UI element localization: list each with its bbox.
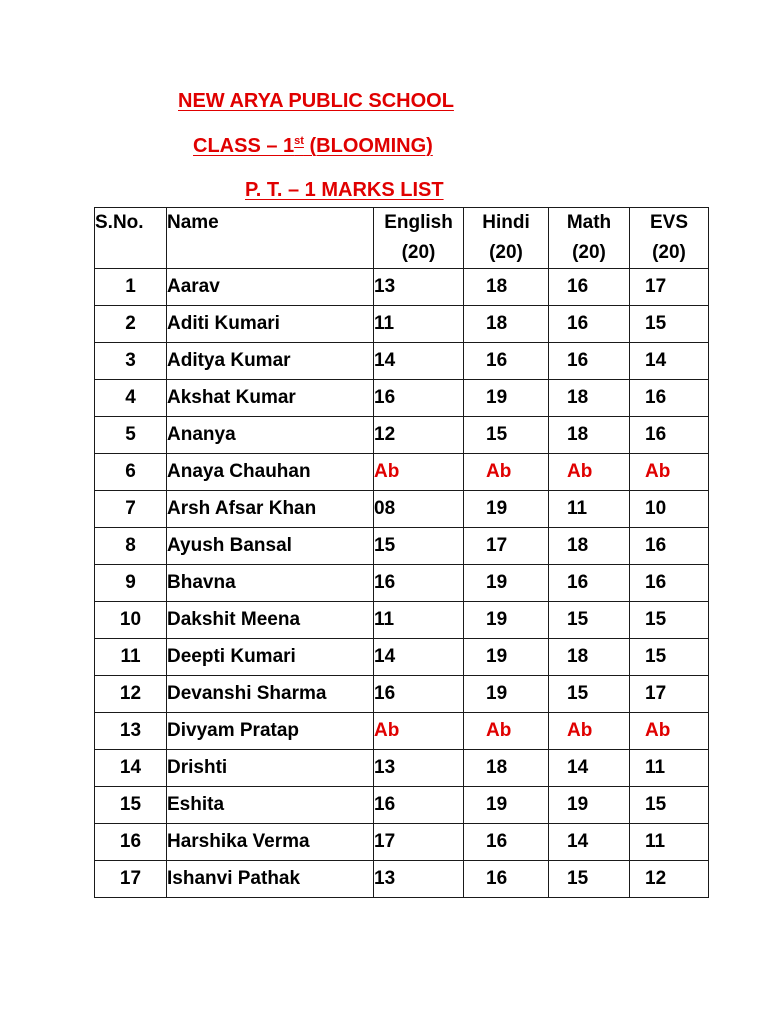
- column-header-max-marks: (20): [572, 242, 606, 263]
- cell-evs: 11: [630, 824, 709, 861]
- cell-english: 16: [374, 380, 464, 417]
- cell-math: 15: [549, 861, 630, 898]
- column-header-label: English: [384, 212, 453, 233]
- cell-evs: 16: [630, 417, 709, 454]
- cell-hindi: 17: [464, 528, 549, 565]
- column-header-max-marks: (20): [401, 242, 436, 263]
- cell-evs: Ab: [630, 713, 709, 750]
- cell-sno: 10: [95, 602, 167, 639]
- cell-evs: 16: [630, 528, 709, 565]
- cell-math: 16: [549, 565, 630, 602]
- table-row: [95, 713, 709, 750]
- cell-math: 18: [549, 528, 630, 565]
- cell-hindi: 19: [464, 676, 549, 713]
- cell-name: Ayush Bansal: [167, 528, 374, 565]
- cell-english: 13: [374, 750, 464, 787]
- cell-english: 14: [374, 639, 464, 676]
- cell-name: Aditi Kumari: [167, 306, 374, 343]
- column-header-hindi: [464, 208, 549, 269]
- cell-name: Harshika Verma: [167, 824, 374, 861]
- cell-math: 18: [549, 380, 630, 417]
- cell-name: Ananya: [167, 417, 374, 454]
- column-header-math: [549, 208, 630, 269]
- cell-sno: 15: [95, 787, 167, 824]
- cell-math: Ab: [549, 713, 630, 750]
- column-header-name: [167, 208, 374, 269]
- column-header-label: EVS: [649, 212, 689, 233]
- cell-name: Aditya Kumar: [167, 343, 374, 380]
- table-row: [95, 343, 709, 380]
- marks-table: [94, 207, 709, 898]
- table-row: [95, 750, 709, 787]
- cell-evs: 15: [630, 306, 709, 343]
- cell-sno: 8: [95, 528, 167, 565]
- column-header-label: Math: [566, 212, 612, 233]
- class-suffix: (BLOOMING): [303, 135, 433, 157]
- cell-name: Drishti: [167, 750, 374, 787]
- cell-math: 16: [549, 306, 630, 343]
- cell-hindi: 19: [464, 565, 549, 602]
- cell-math: 15: [549, 676, 630, 713]
- cell-name: Bhavna: [167, 565, 374, 602]
- cell-english: 08: [374, 491, 464, 528]
- cell-hindi: 19: [464, 602, 549, 639]
- cell-english: 16: [374, 676, 464, 713]
- cell-evs: 16: [630, 565, 709, 602]
- column-header-max-marks: (20): [652, 242, 686, 263]
- table-row: [95, 269, 709, 306]
- cell-sno: 14: [95, 750, 167, 787]
- class-prefix: CLASS – 1: [193, 135, 295, 157]
- cell-math: 14: [549, 824, 630, 861]
- cell-sno: 6: [95, 454, 167, 491]
- cell-english: 11: [374, 602, 464, 639]
- cell-sno: 13: [95, 713, 167, 750]
- cell-hindi: 16: [464, 824, 549, 861]
- cell-english: 13: [374, 269, 464, 306]
- cell-sno: 3: [95, 343, 167, 380]
- cell-sno: 12: [95, 676, 167, 713]
- cell-sno: 17: [95, 861, 167, 898]
- cell-evs: 16: [630, 380, 709, 417]
- column-header-evs: [630, 208, 709, 269]
- cell-math: 19: [549, 787, 630, 824]
- cell-math: 14: [549, 750, 630, 787]
- cell-math: 16: [549, 343, 630, 380]
- cell-hindi: 16: [464, 343, 549, 380]
- cell-hindi: 18: [464, 269, 549, 306]
- column-header-max-marks: (20): [489, 242, 523, 263]
- cell-hindi: 18: [464, 306, 549, 343]
- cell-name: Anaya Chauhan: [167, 454, 374, 491]
- cell-hindi: 19: [464, 491, 549, 528]
- table-row: [95, 380, 709, 417]
- cell-evs: 17: [630, 269, 709, 306]
- cell-hindi: 18: [464, 750, 549, 787]
- column-header-label: S.No.: [95, 212, 144, 233]
- cell-hindi: 19: [464, 787, 549, 824]
- table-row: [95, 676, 709, 713]
- cell-math: 15: [549, 602, 630, 639]
- cell-math: 18: [549, 639, 630, 676]
- cell-math: 16: [549, 269, 630, 306]
- table-row: [95, 787, 709, 824]
- cell-sno: 7: [95, 491, 167, 528]
- cell-evs: 15: [630, 787, 709, 824]
- cell-english: Ab: [374, 713, 464, 750]
- school-name: NEW ARYA PUBLIC SCHOOL: [178, 90, 454, 112]
- cell-name: Ishanvi Pathak: [167, 861, 374, 898]
- table-row: [95, 602, 709, 639]
- cell-hindi: 19: [464, 380, 549, 417]
- cell-english: 15: [374, 528, 464, 565]
- cell-english: 11: [374, 306, 464, 343]
- table-row: [95, 306, 709, 343]
- table-row: [95, 417, 709, 454]
- column-header-label: Hindi: [482, 212, 530, 233]
- cell-evs: Ab: [630, 454, 709, 491]
- cell-hindi: Ab: [464, 713, 549, 750]
- table-row: [95, 861, 709, 898]
- cell-name: Divyam Pratap: [167, 713, 374, 750]
- cell-hindi: 15: [464, 417, 549, 454]
- table-row: [95, 491, 709, 528]
- cell-sno: 1: [95, 269, 167, 306]
- cell-evs: 10: [630, 491, 709, 528]
- table-row: [95, 565, 709, 602]
- class-superscript: st: [294, 135, 304, 147]
- cell-name: Akshat Kumar: [167, 380, 374, 417]
- cell-name: Eshita: [167, 787, 374, 824]
- cell-name: Arsh Afsar Khan: [167, 491, 374, 528]
- cell-sno: 9: [95, 565, 167, 602]
- cell-math: Ab: [549, 454, 630, 491]
- cell-sno: 2: [95, 306, 167, 343]
- cell-english: 17: [374, 824, 464, 861]
- cell-english: 12: [374, 417, 464, 454]
- cell-evs: 17: [630, 676, 709, 713]
- column-header-sno: [95, 208, 167, 269]
- cell-evs: 12: [630, 861, 709, 898]
- class-title: [193, 135, 433, 158]
- cell-name: Deepti Kumari: [167, 639, 374, 676]
- table-row: [95, 454, 709, 491]
- cell-evs: 15: [630, 639, 709, 676]
- cell-english: 16: [374, 565, 464, 602]
- cell-english: 16: [374, 787, 464, 824]
- cell-hindi: 19: [464, 639, 549, 676]
- cell-english: Ab: [374, 454, 464, 491]
- column-header-english: [374, 208, 464, 269]
- cell-sno: 16: [95, 824, 167, 861]
- cell-english: 14: [374, 343, 464, 380]
- cell-hindi: Ab: [464, 454, 549, 491]
- cell-english: 13: [374, 861, 464, 898]
- cell-evs: 11: [630, 750, 709, 787]
- cell-name: Devanshi Sharma: [167, 676, 374, 713]
- table-header-row: [95, 208, 709, 269]
- table-row: [95, 639, 709, 676]
- table-row: [95, 528, 709, 565]
- cell-evs: 14: [630, 343, 709, 380]
- cell-math: 18: [549, 417, 630, 454]
- cell-sno: 4: [95, 380, 167, 417]
- table-row: [95, 824, 709, 861]
- cell-sno: 11: [95, 639, 167, 676]
- column-header-label: Name: [167, 212, 219, 233]
- cell-sno: 5: [95, 417, 167, 454]
- cell-name: Dakshit Meena: [167, 602, 374, 639]
- cell-evs: 15: [630, 602, 709, 639]
- marks-list-title: P. T. – 1 MARKS LIST: [245, 179, 444, 201]
- cell-hindi: 16: [464, 861, 549, 898]
- cell-math: 11: [549, 491, 630, 528]
- cell-name: Aarav: [167, 269, 374, 306]
